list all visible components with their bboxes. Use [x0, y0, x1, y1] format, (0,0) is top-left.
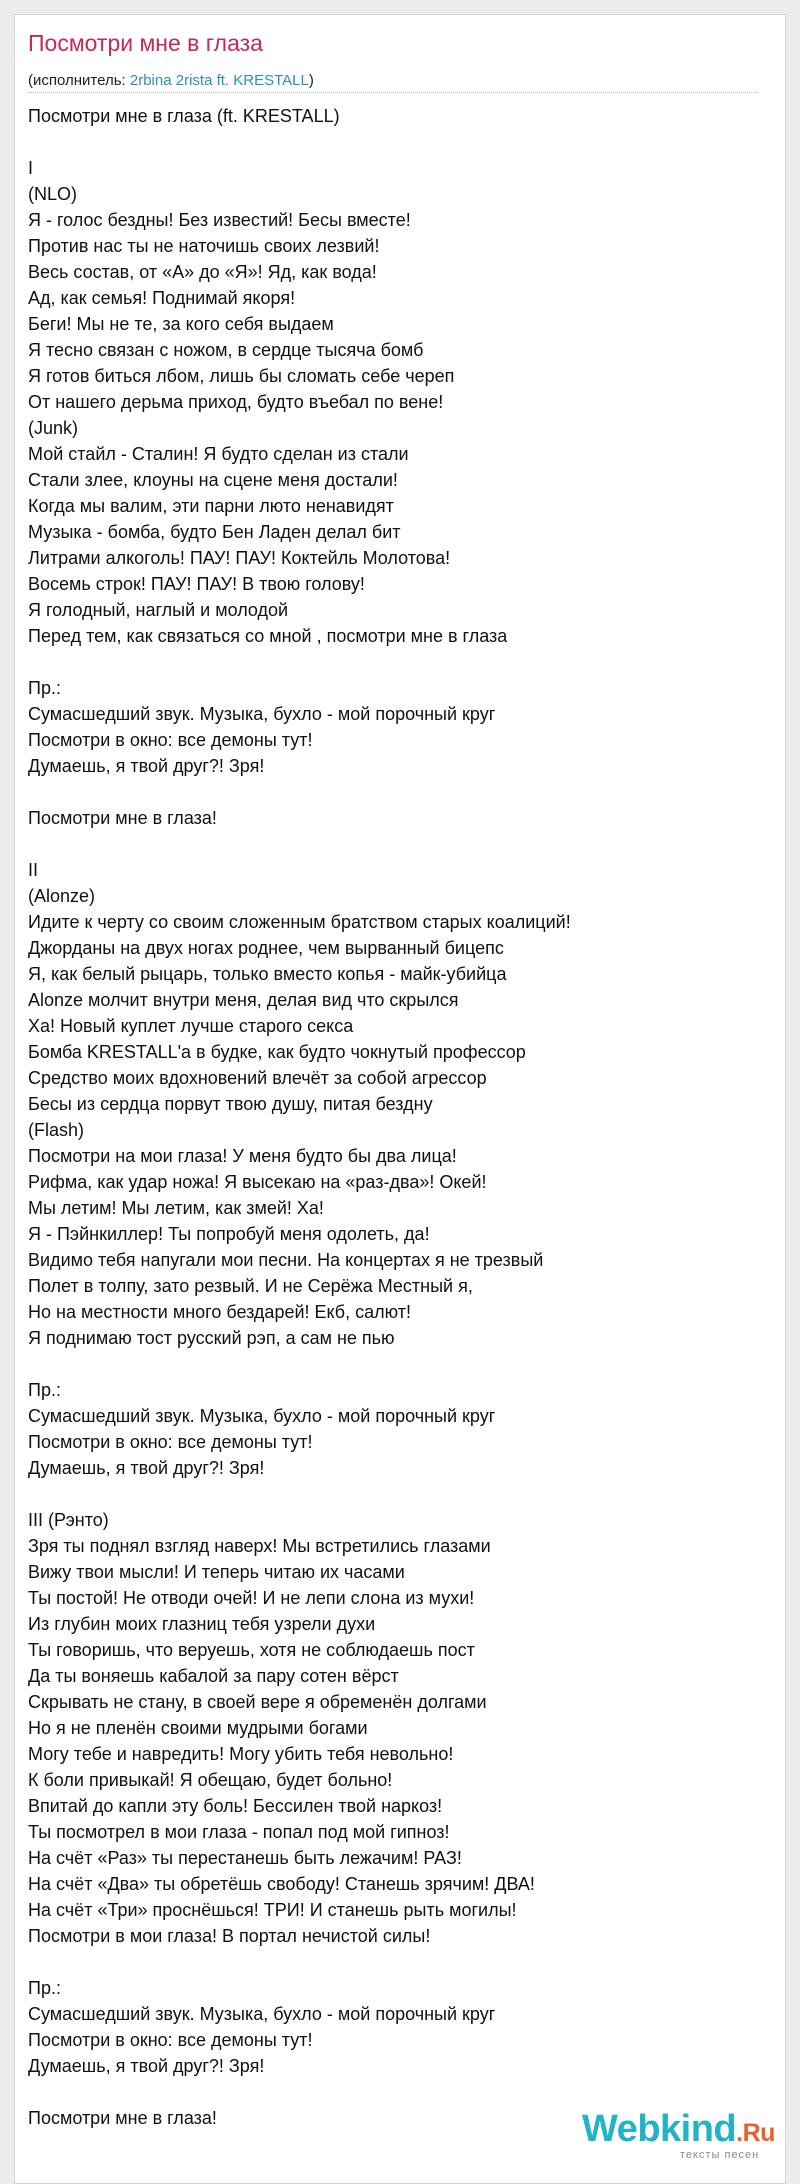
lyrics-line: Сумасшедший звук. Музыка, бухло - мой порочный круг [28, 1406, 496, 1426]
site-watermark-logo [582, 2107, 775, 2171]
lyrics-line: (Flash) [28, 1120, 85, 1140]
lyrics-line: Скрывать не стану, в своей вере я обременён долгами [28, 1692, 487, 1712]
lyrics-line: Бомба KRESTALL'a в будке, как будто чокнутый профессор [28, 1042, 526, 1062]
lyrics-blank-line [28, 1481, 768, 1507]
lyrics-line: На счёт «Два» ты обретёшь свободу! Станешь зрячим! ДВА! [28, 1874, 535, 1894]
lyrics-line: Полет в толпу, зато резвый. И не Серёжа Местный я, [28, 1276, 473, 1296]
lyrics-line: Посмотри мне в глаза (ft. KRESTALL) [28, 106, 340, 126]
lyrics-line: III (Рэнто) [28, 1510, 109, 1530]
lyrics-line: Я - голос бездны! Без известий! Бесы вместе! [28, 210, 411, 230]
lyrics-line: (Alonze) [28, 886, 96, 906]
header-divider [28, 92, 758, 93]
lyrics-blank-line [28, 129, 768, 155]
lyrics-line: Я голодный, наглый и молодой [28, 600, 289, 620]
lyrics-line: Мы летим! Мы летим, как змей! Ха! [28, 1198, 324, 1218]
lyrics-line: Думаешь, я твой друг?! Зря! [28, 2056, 265, 2076]
logo-tld: .Ru [736, 2119, 775, 2147]
lyrics-line: Думаешь, я твой друг?! Зря! [28, 1458, 265, 1478]
lyrics-line: Думаешь, я твой друг?! Зря! [28, 756, 265, 776]
song-title: Посмотри мне в глаза [28, 30, 263, 56]
lyrics-line: Ты говоришь, что веруешь, хотя не соблюдаешь пост [28, 1640, 475, 1660]
lyrics-blank-line [28, 1351, 768, 1377]
lyrics-line: На счёт «Раз» ты перестанешь быть лежачим! РАЗ! [28, 1848, 462, 1868]
lyrics-line: Но я не пленён своими мудрыми богами [28, 1718, 368, 1738]
lyrics-line: Против нас ты не наточишь своих лезвий! [28, 236, 380, 256]
lyrics-line: Литрами алкоголь! ПАУ! ПАУ! Коктейль Молотова! [28, 548, 451, 568]
lyrics-line: Пр.: [28, 678, 61, 698]
lyrics-line: Alonze молчит внутри меня, делая вид что скрылся [28, 990, 459, 1010]
lyrics-line: Посмотри мне в глаза! [28, 2108, 217, 2128]
lyrics-line: Посмотри на мои глаза! У меня будто бы два лица! [28, 1146, 457, 1166]
artist-prefix: (исполнитель: [28, 72, 130, 89]
lyrics-line: Зря ты поднял взгляд наверх! Мы встретились глазами [28, 1536, 491, 1556]
logo-tagline: тексты песен [680, 2149, 760, 2161]
lyrics-blank-line [28, 831, 768, 857]
lyrics-line: Сумасшедший звук. Музыка, бухло - мой порочный круг [28, 2004, 496, 2024]
lyrics-line: Я готов биться лбом, лишь бы сломать себе череп [28, 366, 455, 386]
lyrics-line: Ха! Новый куплет лучше старого секса [28, 1016, 354, 1036]
lyrics-line: Посмотри в мои глаза! В портал нечистой силы! [28, 1926, 431, 1946]
lyrics-line: Перед тем, как связаться со мной , посмотри мне в глаза [28, 626, 508, 646]
lyrics-line: К боли привыкай! Я обещаю, будет больно! [28, 1770, 393, 1790]
lyrics-line: Впитай до капли эту боль! Бессилен твой наркоз! [28, 1796, 443, 1816]
lyrics-line: Видимо тебя напугали мои песни. На концертах я не трезвый [28, 1250, 544, 1270]
lyrics-line: Я, как белый рыцарь, только вместо копья - майк-убийца [28, 964, 507, 984]
lyrics-line: (NLO) [28, 184, 77, 204]
lyrics-line: Ты постой! Не отводи очей! И не лепи слона из мухи! [28, 1588, 475, 1608]
lyrics-line: Но на местности много бездарей! Екб, салют! [28, 1302, 411, 1322]
lyrics-line: Когда мы валим, эти парни люто ненавидят [28, 496, 394, 516]
lyrics-line: Пр.: [28, 1380, 61, 1400]
lyrics-line: Беги! Мы не те, за кого себя выдаем [28, 314, 334, 334]
lyrics-line: Музыка - бомба, будто Бен Ладен делал бит [28, 522, 401, 542]
lyrics-line: Джорданы на двух ногах роднее, чем вырванный бицепс [28, 938, 504, 958]
lyrics-line: Пр.: [28, 1978, 61, 1998]
lyrics-line: Посмотри мне в глаза! [28, 808, 217, 828]
lyrics-line: От нашего дерьма приход, будто въебал по вене! [28, 392, 444, 412]
lyrics-line: Рифма, как удар ножа! Я высекаю на «раз-два»! Окей! [28, 1172, 487, 1192]
lyrics-line: На счёт «Три» проснёшься! ТРИ! И станешь рыть могилы! [28, 1900, 517, 1920]
lyrics-line: II [28, 860, 39, 880]
lyrics-blank-line [28, 649, 768, 675]
lyrics-line: Могу тебе и навредить! Могу убить тебя невольно! [28, 1744, 454, 1764]
lyrics-line: Я - Пэйнкиллер! Ты попробуй меня одолеть, да! [28, 1224, 430, 1244]
lyrics-line: Да ты воняешь кабалой за пару сотен вёрст [28, 1666, 399, 1686]
lyrics-line: Посмотри в окно: все демоны тут! [28, 730, 313, 750]
lyrics-line: Ты посмотрел в мои глаза - попал под мой гипноз! [28, 1822, 450, 1842]
lyrics-line: Средство моих вдохновений влечёт за собой агрессор [28, 1068, 487, 1088]
lyrics-line: Сумасшедший звук. Музыка, бухло - мой порочный круг [28, 704, 496, 724]
lyrics-line: Восемь строк! ПАУ! ПАУ! В твою голову! [28, 574, 365, 594]
lyrics-line: Я тесно связан с ножом, в сердце тысяча бомб [28, 340, 424, 360]
lyrics-blank-line [28, 779, 768, 805]
lyrics-line: Бесы из сердца порвут твою душу, питая бездну [28, 1094, 433, 1114]
lyrics-line: I [28, 158, 34, 178]
lyrics-line: Ад, как семья! Поднимай якоря! [28, 288, 296, 308]
artist-line [28, 71, 314, 91]
lyrics-text [28, 103, 768, 2131]
lyrics-line: Я поднимаю тост русский рэп, а сам не пью [28, 1328, 395, 1348]
lyrics-line: Вижу твои мысли! И теперь читаю их часами [28, 1562, 405, 1582]
lyrics-line: Из глубин моих глазниц тебя узрели духи [28, 1614, 376, 1634]
logo-brand: Webkind [582, 2108, 737, 2150]
artist-link[interactable]: 2rbina 2rista ft. KRESTALL [129, 72, 309, 89]
lyrics-line: Посмотри в окно: все демоны тут! [28, 2030, 313, 2050]
lyrics-line: Весь состав, от «А» до «Я»! Яд, как вода! [28, 262, 377, 282]
lyrics-line: Стали злее, клоуны на сцене меня достали! [28, 470, 398, 490]
lyrics-line: Идите к черту со своим сложенным братством старых коалиций! [28, 912, 571, 932]
lyrics-blank-line [28, 1949, 768, 1975]
lyrics-line: (Junk) [28, 418, 79, 438]
artist-suffix: ) [308, 72, 314, 89]
lyrics-blank-line [28, 2079, 768, 2105]
logo-wordmark [582, 2107, 775, 2155]
lyrics-line: Посмотри в окно: все демоны тут! [28, 1432, 313, 1452]
lyrics-line: Мой стайл - Сталин! Я будто сделан из стали [28, 444, 409, 464]
